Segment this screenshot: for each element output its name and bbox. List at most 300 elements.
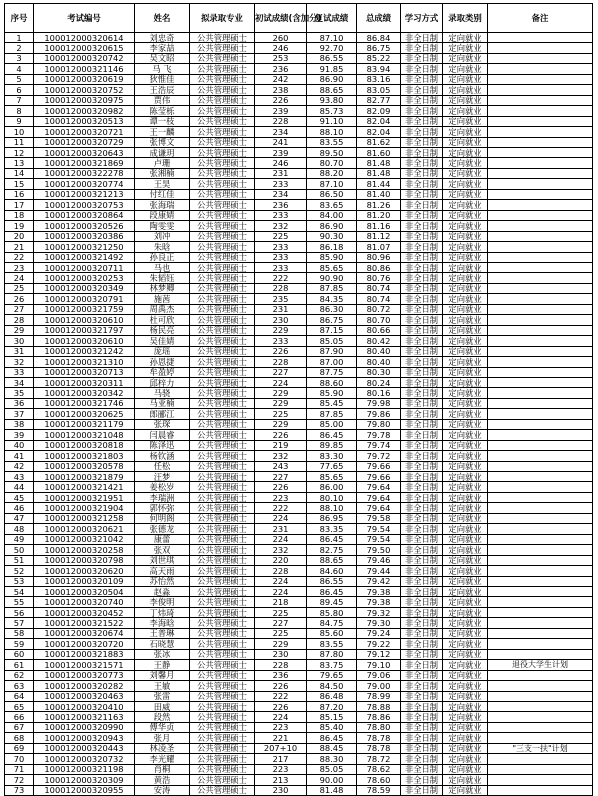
table-cell: 100012000321904 (34, 503, 135, 513)
table-cell: 100012000320955 (34, 785, 135, 795)
table-cell: 非全日制 (401, 315, 443, 325)
table-cell: 公共管理硕士 (190, 106, 255, 116)
table-cell: 刘冲 (135, 231, 190, 241)
table-cell: 226 (255, 681, 307, 691)
table-cell: 79.30 (357, 618, 401, 628)
table-cell: 林凌圣 (135, 743, 190, 753)
table-cell: 公共管理硕士 (190, 398, 255, 408)
table-row (5, 754, 593, 764)
table-cell: 87.85 (307, 283, 357, 293)
table-cell: 42 (5, 461, 34, 471)
table-cell: 贾伟 (135, 95, 190, 105)
table-cell: 233 (255, 336, 307, 346)
table-cell: 81.12 (357, 231, 401, 241)
table-cell: 54 (5, 587, 34, 597)
table-cell (488, 472, 593, 482)
table-cell: 51 (5, 555, 34, 565)
table-cell: 公共管理硕士 (190, 712, 255, 722)
table-cell: 78.62 (357, 764, 401, 774)
table-cell: 100012000320258 (34, 545, 135, 555)
table-cell: 87.00 (307, 357, 357, 367)
table-cell: 定向就业 (443, 43, 488, 53)
header-cell: 考试编号 (34, 4, 135, 33)
table-cell (488, 503, 593, 513)
table-cell: 86.50 (307, 189, 357, 199)
table-cell (488, 53, 593, 63)
table-cell: 定向就业 (443, 618, 488, 628)
table-cell: 100012000320798 (34, 555, 135, 565)
table-cell: 86.75 (307, 315, 357, 325)
table-cell: 100012000320674 (34, 628, 135, 638)
table-cell: 227 (255, 618, 307, 628)
table-row (5, 743, 593, 753)
table-cell: 公共管理硕士 (190, 388, 255, 398)
table-cell: 100012000320943 (34, 733, 135, 743)
table-cell: 79.06 (357, 670, 401, 680)
table-cell: 非全日制 (401, 482, 443, 492)
admission-table (4, 3, 593, 796)
table-cell: 马 飞 (135, 64, 190, 74)
table-cell: 85.65 (307, 472, 357, 482)
table-cell: 224 (255, 377, 307, 387)
table-cell: 陈泽迅 (135, 440, 190, 450)
table-cell: 非全日制 (401, 649, 443, 659)
table-cell: 221 (255, 733, 307, 743)
table-cell: 87.90 (307, 346, 357, 356)
table-cell: 孙恩捷 (135, 357, 190, 367)
table-cell: 79.66 (357, 472, 401, 482)
table-cell: 定向就业 (443, 315, 488, 325)
table-cell: 79.66 (357, 461, 401, 471)
table-cell: 100012000321042 (34, 534, 135, 544)
table-cell: 公共管理硕士 (190, 33, 255, 43)
table-cell: 83.94 (357, 64, 401, 74)
table-cell: 227 (255, 367, 307, 377)
table-cell: 张海瑞 (135, 200, 190, 210)
table-row (5, 409, 593, 419)
table-cell: 公共管理硕士 (190, 440, 255, 450)
table-cell (488, 273, 593, 283)
table-cell: 84.35 (307, 294, 357, 304)
table-cell: 定向就业 (443, 754, 488, 764)
table-cell: 姜松岁 (135, 482, 190, 492)
table-cell: 100012000320732 (34, 754, 135, 764)
table-cell: 224 (255, 576, 307, 586)
table-cell (488, 315, 593, 325)
table-cell: 79.10 (357, 660, 401, 670)
table-cell: 公共管理硕士 (190, 64, 255, 74)
table-row (5, 587, 593, 597)
table-cell: 84.00 (307, 210, 357, 220)
table-cell: 100012000320742 (34, 53, 135, 63)
table-cell: 60 (5, 649, 34, 659)
table-cell: 定向就业 (443, 785, 488, 795)
table-cell: 86.45 (307, 430, 357, 440)
table-cell: 232 (255, 451, 307, 461)
table-row (5, 733, 593, 743)
table-cell: 定向就业 (443, 576, 488, 586)
table-cell: 87.15 (307, 325, 357, 335)
table-cell: 定向就业 (443, 64, 488, 74)
table-cell: 非全日制 (401, 409, 443, 419)
table-cell: 定向就业 (443, 597, 488, 607)
table-cell (488, 545, 593, 555)
admission-list (4, 3, 593, 796)
table-cell: 226 (255, 702, 307, 712)
table-cell (488, 388, 593, 398)
table-cell: 公共管理硕士 (190, 524, 255, 534)
table-cell: 非全日制 (401, 116, 443, 126)
table-cell: 公共管理硕士 (190, 357, 255, 367)
table-cell: 非全日制 (401, 168, 443, 178)
table-cell: 80.40 (357, 357, 401, 367)
table-cell: 定向就业 (443, 168, 488, 178)
table-cell: 公共管理硕士 (190, 179, 255, 189)
table-cell: 71 (5, 764, 34, 774)
table-cell: 公共管理硕士 (190, 127, 255, 137)
table-cell: 非全日制 (401, 210, 443, 220)
table-cell (488, 189, 593, 199)
table-cell: 38 (5, 419, 34, 429)
table-cell: 86.75 (357, 43, 401, 53)
table-cell: 定向就业 (443, 451, 488, 461)
table-cell: 100012000321310 (34, 357, 135, 367)
table-cell: 定向就业 (443, 681, 488, 691)
table-cell: 定向就业 (443, 419, 488, 429)
table-cell: 非全日制 (401, 283, 443, 293)
table-cell: 定向就业 (443, 628, 488, 638)
table-cell (488, 137, 593, 147)
table-cell: 马亚楠 (135, 398, 190, 408)
table-cell: 退役大学生计划 (488, 660, 593, 670)
table-cell: 18 (5, 210, 34, 220)
table-row (5, 764, 593, 774)
table-row (5, 775, 593, 785)
table-cell: 公共管理硕士 (190, 461, 255, 471)
table-cell: 非全日制 (401, 451, 443, 461)
table-row (5, 785, 593, 795)
table-cell: 公共管理硕士 (190, 722, 255, 732)
header-cell: 姓名 (135, 4, 190, 33)
table-cell: 定向就业 (443, 262, 488, 272)
table-cell: 225 (255, 409, 307, 419)
table-cell (488, 346, 593, 356)
table-cell: 230 (255, 315, 307, 325)
table-cell: 80.66 (357, 325, 401, 335)
table-cell: 定向就业 (443, 158, 488, 168)
table-cell: 张博文 (135, 137, 190, 147)
table-cell: 78.86 (357, 712, 401, 722)
table-cell: 225 (255, 607, 307, 617)
table-cell: 非全日制 (401, 304, 443, 314)
table-cell: 229 (255, 388, 307, 398)
table-cell: 46 (5, 503, 34, 513)
table-cell: 25 (5, 283, 34, 293)
table-cell: 公共管理硕士 (190, 43, 255, 53)
table-row (5, 33, 593, 43)
table-cell: 赵淼 (135, 587, 190, 597)
table-cell: 100012000321746 (34, 398, 135, 408)
table-cell: 100012000321571 (34, 660, 135, 670)
table-row (5, 649, 593, 659)
table-cell: 28 (5, 315, 34, 325)
table-row (5, 294, 593, 304)
table-cell: 非全日制 (401, 200, 443, 210)
table-cell: 234 (255, 189, 307, 199)
header-cell: 拟录取专业 (190, 4, 255, 33)
table-cell: 定向就业 (443, 74, 488, 84)
table-row (5, 440, 593, 450)
table-cell: 公共管理硕士 (190, 294, 255, 304)
table-cell: 非全日制 (401, 618, 443, 628)
table-cell: 公共管理硕士 (190, 566, 255, 576)
table-cell: 100012000321048 (34, 430, 135, 440)
table-cell: 78.72 (357, 754, 401, 764)
table-cell: 86.18 (307, 242, 357, 252)
table-cell: 246 (255, 158, 307, 168)
table-cell (488, 576, 593, 586)
table-cell: 公共管理硕士 (190, 472, 255, 482)
table-cell: 公共管理硕士 (190, 597, 255, 607)
table-cell: 杨钦涵 (135, 451, 190, 461)
table-cell: 228 (255, 116, 307, 126)
table-cell: 239 (255, 106, 307, 116)
table-cell: 87.75 (307, 367, 357, 377)
table-cell: 定向就业 (443, 221, 488, 231)
table-cell: 79.38 (357, 597, 401, 607)
table-cell: 90.30 (307, 231, 357, 241)
table-cell: 非全日制 (401, 628, 443, 638)
table-cell: 80.74 (357, 283, 401, 293)
table-cell: 非全日制 (401, 764, 443, 774)
table-cell: 肖桐 (135, 764, 190, 774)
table-cell: 222 (255, 691, 307, 701)
table-cell: 定向就业 (443, 409, 488, 419)
table-cell: 86.00 (307, 482, 357, 492)
table-cell: 59 (5, 639, 34, 649)
table-cell: 86.45 (307, 733, 357, 743)
table-cell: 228 (255, 566, 307, 576)
table-cell: 79.24 (357, 628, 401, 638)
table-cell: 79.38 (357, 587, 401, 597)
table-cell: 86.84 (357, 33, 401, 43)
table-cell: 224 (255, 534, 307, 544)
table-cell: 邱梓力 (135, 377, 190, 387)
table-row (5, 304, 593, 314)
table-cell: 52 (5, 566, 34, 576)
table-cell: 100012000320621 (34, 524, 135, 534)
table-cell: 非全日制 (401, 545, 443, 555)
table-cell: 王昊 (135, 179, 190, 189)
table-row (5, 461, 593, 471)
table-cell (488, 231, 593, 241)
table-cell (488, 513, 593, 523)
table-cell: 70 (5, 754, 34, 764)
table-cell: 刘世琪 (135, 555, 190, 565)
table-cell: 非全日制 (401, 388, 443, 398)
table-cell: 8 (5, 106, 34, 116)
table-cell: 231 (255, 524, 307, 534)
table-cell: 37 (5, 409, 34, 419)
table-cell: 242 (255, 74, 307, 84)
table-row (5, 430, 593, 440)
table-cell: 85.80 (307, 607, 357, 617)
table-cell: 非全日制 (401, 775, 443, 785)
table-cell: 公共管理硕士 (190, 409, 255, 419)
table-cell: 62 (5, 670, 34, 680)
table-cell: 87.20 (307, 702, 357, 712)
table-cell: 定向就业 (443, 733, 488, 743)
table-cell: 张月 (135, 733, 190, 743)
table-cell: 79.98 (357, 398, 401, 408)
table-row (5, 242, 593, 252)
table-cell: 12 (5, 147, 34, 157)
table-cell: 庞瑶 (135, 346, 190, 356)
table-cell: 79.86 (357, 409, 401, 419)
table-cell: 229 (255, 398, 307, 408)
table-cell: 非全日制 (401, 639, 443, 649)
table-cell: 杨民亮 (135, 325, 190, 335)
table-row (5, 336, 593, 346)
table-cell: 85.00 (307, 419, 357, 429)
table-row (5, 168, 593, 178)
table-cell (488, 252, 593, 262)
table-cell (488, 639, 593, 649)
table-cell: 公共管理硕士 (190, 419, 255, 429)
table-cell: 78.60 (357, 775, 401, 785)
table-cell (488, 702, 593, 712)
table-cell: 35 (5, 388, 34, 398)
table-cell: 非全日制 (401, 179, 443, 189)
table-cell: 公共管理硕士 (190, 503, 255, 513)
table-cell: 234 (255, 127, 307, 137)
header-cell: 录取类别 (443, 4, 488, 33)
table-cell: 57 (5, 618, 34, 628)
table-cell: 100012000320410 (34, 702, 135, 712)
table-cell: 公共管理硕士 (190, 555, 255, 565)
table-cell: 79.64 (357, 503, 401, 513)
table-row (5, 482, 593, 492)
table-cell: 16 (5, 189, 34, 199)
header-cell: 备注 (488, 4, 593, 33)
table-cell: 郭怀弥 (135, 503, 190, 513)
table-cell: 定向就业 (443, 179, 488, 189)
table-cell: 100012000320578 (34, 461, 135, 471)
table-cell: 公共管理硕士 (190, 158, 255, 168)
table-cell: 11 (5, 137, 34, 147)
table-cell: 公共管理硕士 (190, 775, 255, 785)
table-cell: 79.74 (357, 440, 401, 450)
table-cell: 79.32 (357, 607, 401, 617)
table-cell: 李瑞洲 (135, 492, 190, 502)
table-cell: 石晓慧 (135, 639, 190, 649)
table-cell: 79.58 (357, 513, 401, 523)
table-cell: 79.78 (357, 430, 401, 440)
table-cell: 100012000320349 (34, 283, 135, 293)
table-cell: 卢珊 (135, 158, 190, 168)
table-cell: 定向就业 (443, 357, 488, 367)
table-cell: 非全日制 (401, 702, 443, 712)
table-cell: 公共管理硕士 (190, 754, 255, 764)
table-cell: 定向就业 (443, 461, 488, 471)
table-cell: 非全日制 (401, 587, 443, 597)
table-cell: 13 (5, 158, 34, 168)
table-cell (488, 95, 593, 105)
table-cell (488, 419, 593, 429)
table-cell: 88.65 (307, 555, 357, 565)
table-cell: 63 (5, 681, 34, 691)
table-cell: 86.45 (307, 587, 357, 597)
table-cell (488, 325, 593, 335)
table-cell: 79.50 (357, 545, 401, 555)
table-cell: 232 (255, 221, 307, 231)
table-cell (488, 555, 593, 565)
table-cell (488, 106, 593, 116)
table-cell: 公共管理硕士 (190, 492, 255, 502)
table-row (5, 95, 593, 105)
table-cell: 73 (5, 785, 34, 795)
table-cell: 吴文昭 (135, 53, 190, 63)
table-cell: 225 (255, 628, 307, 638)
table-cell: 公共管理硕士 (190, 262, 255, 272)
table-cell: 100012000321951 (34, 492, 135, 502)
table-cell: 85.90 (307, 252, 357, 262)
table-cell: 非全日制 (401, 681, 443, 691)
table-cell: 定向就业 (443, 53, 488, 63)
table-cell: 定向就业 (443, 743, 488, 753)
table-cell: 公共管理硕士 (190, 607, 255, 617)
table-cell: 非全日制 (401, 325, 443, 335)
table-cell: 100012000321213 (34, 189, 135, 199)
table-cell: 100012000320610 (34, 315, 135, 325)
table-cell: 100012000320109 (34, 576, 135, 586)
table-cell: 定向就业 (443, 283, 488, 293)
table-cell: 李光耀 (135, 754, 190, 764)
table-cell (488, 147, 593, 157)
table-cell: 100012000321421 (34, 482, 135, 492)
table-cell: 48 (5, 524, 34, 534)
table-cell: 非全日制 (401, 336, 443, 346)
table-cell: 85.05 (307, 336, 357, 346)
table-cell: 苏怡然 (135, 576, 190, 586)
table-cell (488, 524, 593, 534)
table-cell: 定向就业 (443, 545, 488, 555)
table-cell: 朱韬钰 (135, 273, 190, 283)
table-cell: 陶雯雯 (135, 221, 190, 231)
table-cell: 非全日制 (401, 127, 443, 137)
table-cell: 定向就业 (443, 242, 488, 252)
table-cell: 86.45 (307, 534, 357, 544)
table-cell (488, 377, 593, 387)
table-cell: 定向就业 (443, 775, 488, 785)
table-row (5, 492, 593, 502)
table-cell: 79.54 (357, 524, 401, 534)
table-cell: 定向就业 (443, 273, 488, 283)
table-row (5, 53, 593, 63)
table-cell (488, 566, 593, 576)
table-cell: 79.72 (357, 451, 401, 461)
table-row (5, 534, 593, 544)
table-cell: 224 (255, 513, 307, 523)
table-cell (488, 262, 593, 272)
table-cell: 100012000320282 (34, 681, 135, 691)
table-cell: 定向就业 (443, 304, 488, 314)
table-cell: 100012000321242 (34, 346, 135, 356)
table-cell: 80.70 (357, 315, 401, 325)
table-cell (488, 116, 593, 126)
table-cell: 100012000320753 (34, 200, 135, 210)
table-cell: 公共管理硕士 (190, 189, 255, 199)
